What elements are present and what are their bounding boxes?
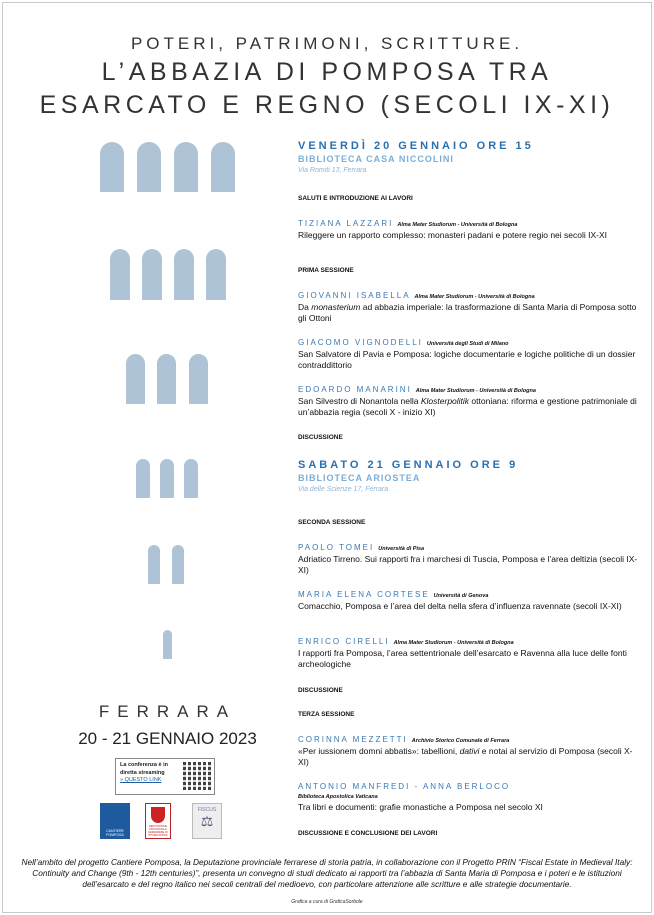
window-arch — [174, 249, 194, 300]
talk-item — [298, 219, 638, 241]
speaker-name: MARIA ELENA CORTESE — [298, 590, 430, 599]
speaker-affiliation: Alma Mater Studiorum - Università di Bologna — [397, 222, 518, 228]
supertitle: POTERI, PATRIMONI, SCRITTURE. — [130, 34, 524, 53]
window-arch — [160, 459, 174, 498]
session-heading: TERZA SESSIONE — [298, 711, 355, 718]
city: FERRARA — [98, 702, 237, 721]
speaker-name: EDOARDO MANARINI — [298, 385, 412, 394]
window-arch — [206, 249, 226, 300]
day1-heading: VENERDÌ 20 GENNAIO ORE 15 — [298, 140, 534, 152]
window-arch — [100, 142, 124, 192]
discussion-heading: DISCUSSIONE — [298, 687, 343, 694]
speaker-name: TIZIANA LAZZARI — [298, 219, 394, 228]
talk-title: Da monasterium ad abbazia imperiale: la trasformazione di Santa Maria di Pomposa sotto gli Ottoni — [298, 302, 637, 323]
cantiere-pomposa-logo — [100, 803, 130, 839]
session-heading: PRIMA SESSIONE — [298, 267, 354, 274]
talk-item — [298, 637, 638, 670]
streaming-text: La conferenza è in diretta streaming — [120, 762, 168, 776]
talk-item — [298, 782, 638, 813]
talk-item — [298, 590, 638, 612]
window-arch — [142, 249, 162, 300]
window-arch — [137, 142, 161, 192]
logo-text: FISCUS — [197, 807, 217, 813]
fiscus-logo — [192, 803, 222, 839]
streaming-box[interactable] — [115, 758, 215, 795]
scales-icon: ⚖ — [200, 813, 214, 829]
day2-block — [298, 459, 638, 493]
streaming-link[interactable]: » QUESTO LINK — [120, 777, 162, 783]
window-arch — [172, 545, 184, 584]
speaker-affiliation: Archivio Storico Comunale di Ferrara — [411, 738, 510, 744]
speaker-affiliation: Università di Pisa — [378, 546, 425, 552]
window-arch — [184, 459, 198, 498]
footer-description: Nell’ambito del progetto Cantiere Pomposa, la Deputazione provinciale ferrarese di storia patria, in collaborazione con il Progetto PRIN “Fiscal Estate in Medieval Italy: Continuity and Change (9th - 12th centuries)”, presenta un convegno di studi dedicato ai rapporti tra l’abbazia di Santa Maria di Pomposa e i poteri e le istituzioni dell’esarcato e del regno italico nei secoli centrali del medioevo, con particolare attenzione alle scritture e alle strategie documentarie. — [21, 857, 633, 889]
talk-item — [298, 338, 638, 371]
talk-title: I rapporti fra Pomposa, l’area settentrionale dell’esarcato e Ravenna alla luce delle fonti archeologiche — [298, 648, 627, 669]
speaker-name: GIACOMO VIGNODELLI — [298, 338, 423, 347]
speaker-affiliation: Università degli Studi di Milano — [426, 341, 509, 347]
day1-block — [298, 140, 638, 174]
speaker-affiliation: Alma Mater Studiorum - Università di Bologna — [414, 294, 535, 300]
talk-item — [298, 735, 638, 768]
main-title-line-1: L’ABBAZIA DI POMPOSA TRA — [101, 58, 553, 86]
qr-code-overlay — [183, 762, 211, 790]
day2-venue: BIBLIOTECA ARIOSTEA — [298, 473, 421, 483]
speaker-name: ANTONIO MANFREDI - ANNA BERLOCO — [298, 782, 511, 791]
speaker-name: CORINNA MEZZETTI — [298, 735, 408, 744]
day2-heading: SABATO 21 GENNAIO ORE 9 — [298, 459, 519, 471]
deputazione-logo — [145, 803, 171, 839]
window-arch — [211, 142, 235, 192]
talk-title: San Silvestro di Nonantola nella Klosterpolitik ottoniana: riforma e gestione patrimoniale di un’abbazia regia (secoli X - inizio XI) — [298, 396, 637, 417]
speaker-name: GIOVANNI ISABELLA — [298, 291, 411, 300]
window-arch — [148, 545, 160, 584]
window-arch — [189, 354, 208, 404]
talk-item — [298, 543, 638, 576]
speaker-name: PAOLO TOMEI — [298, 543, 375, 552]
speaker-affiliation: Biblioteca Apostolica Vaticana — [298, 794, 378, 800]
day1-address: Via Romiti 13, Ferrara — [298, 167, 367, 174]
closing-heading: DISCUSSIONE E CONCLUSIONE DEI LAVORI — [298, 830, 438, 837]
window-arch — [174, 142, 198, 192]
event-dates: 20 - 21 GENNAIO 2023 — [78, 729, 257, 748]
talk-title: Tra libri e documenti: grafie monastiche a Pomposa nel secolo XI — [298, 802, 543, 812]
speaker-name: ENRICO CIRELLI — [298, 637, 390, 646]
talk-title: «Per iussionem domni abbatis»: tabellioni, dativi e notai al servizio di Pomposa (secoli X-XI) — [298, 746, 633, 767]
day2-address: Via delle Scienze 17, Ferrara — [298, 486, 389, 493]
speaker-affiliation: Alma Mater Studiorum - Università di Bologna — [415, 388, 536, 394]
window-arch — [157, 354, 176, 404]
window-arch — [136, 459, 150, 498]
graphic-credit: Grafica a cura di GraficaSorbole — [291, 899, 363, 905]
discussion-heading: DISCUSSIONE — [298, 434, 343, 441]
window-arch — [126, 354, 145, 404]
session-heading: SECONDA SESSIONE — [298, 519, 366, 526]
logo-text: CANTIERE POMPOSA — [106, 829, 124, 837]
talk-title: Comacchio, Pomposa e l’area del delta nella sfera d’influenza ravennate (secoli IX-XI) — [298, 601, 622, 611]
speaker-affiliation: Alma Mater Studiorum - Università di Bologna — [393, 640, 514, 646]
talk-item — [298, 291, 638, 324]
window-arch — [110, 249, 130, 300]
main-title-line-2: ESARCATO E REGNO (SECOLI IX-XI) — [39, 91, 615, 119]
talk-title: Adriatico Tirreno. Sui rapporti fra i marchesi di Tuscia, Pomposa e l’area deltizia (secoli IX-XI) — [298, 554, 638, 575]
talk-title: San Salvatore di Pavia e Pomposa: logiche documentarie e logiche politiche di un dossier contraddittorio — [298, 349, 636, 370]
logo-text: DEPUTAZIONE PROVINCIALE FERRARESE DI STORIA PATRIA — [148, 825, 168, 837]
speaker-affiliation: Università di Genova — [433, 593, 489, 599]
opening-section: SALUTI E INTRODUZIONE AI LAVORI — [298, 195, 413, 202]
window-arch — [163, 630, 172, 659]
windows-illustration — [0, 0, 270, 680]
talk-item — [298, 385, 638, 418]
talk-title: Rileggere un rapporto complesso: monasteri padani e potere regio nei secoli IX-XI — [298, 230, 608, 240]
shield-icon — [151, 807, 165, 823]
day1-venue: BIBLIOTECA CASA NICCOLINI — [298, 154, 454, 164]
